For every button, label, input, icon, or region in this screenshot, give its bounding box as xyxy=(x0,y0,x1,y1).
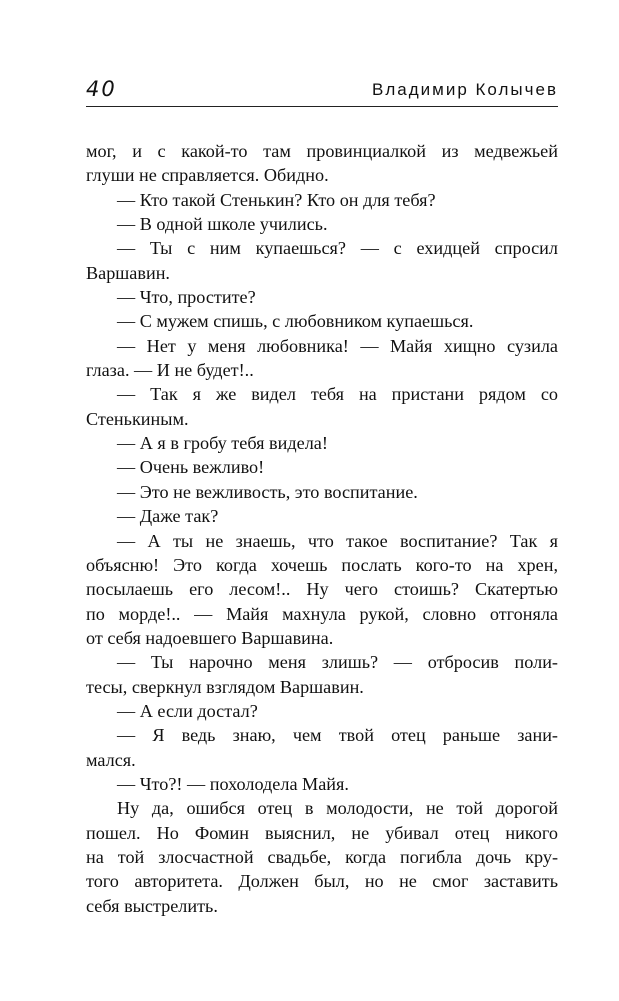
text-line: мог, и с какой-то там провинциалкой из медвежьей xyxy=(86,141,558,161)
page-number: 40 xyxy=(86,77,117,101)
author-name: Владимир Колычев xyxy=(372,80,558,99)
text-line: Варшавин. xyxy=(86,262,170,283)
text-line: пошел. Но Фомин выяснил, не убивал отец никого xyxy=(86,822,558,843)
text-line: — Что?! — похолодела Майя. xyxy=(117,773,349,794)
text-line: посылаешь его лесом!.. Ну чего стоишь? Скатертью xyxy=(86,579,558,600)
text-line: — А если достал? xyxy=(117,700,258,721)
text-line: объясню! Это когда хочешь послать кого-то на хрен, xyxy=(86,554,558,575)
text-line: — А я в гробу тебя видела! xyxy=(117,433,328,454)
text-line: глуши не справляется. Обидно. xyxy=(86,165,329,186)
text-line: — Ты нарочно меня злишь? — отбросив поли- xyxy=(117,652,558,673)
text-line: — Ты с ним купаешься? — с ехидцей спросил xyxy=(117,238,558,259)
text-line: тесы, сверкнул взглядом Варшавин. xyxy=(86,676,364,697)
text-line: того авторитета. Должен был, но не смог заставить xyxy=(86,871,558,892)
text-line: себя выстрелить. xyxy=(86,895,218,916)
text-line: — Кто такой Стенькин? Кто он для тебя? xyxy=(117,189,436,210)
text-line: — Я ведь знаю, чем твой отец раньше зани- xyxy=(117,725,558,746)
text-line: на той злосчастной свадьбе, когда погибла дочь кру- xyxy=(86,846,558,867)
text-line: — Что, простите? xyxy=(117,287,256,308)
running-header xyxy=(86,76,558,106)
text-line: — Это не вежливость, это воспитание. xyxy=(117,481,418,502)
text-line: — В одной школе учились. xyxy=(117,214,328,235)
body-text xyxy=(86,139,558,918)
text-line: — Нет у меня любовника! — Майя хищно сузила xyxy=(117,335,558,356)
text-line: глаза. — И не будет!.. xyxy=(86,360,254,381)
text-line: — Даже так? xyxy=(117,506,219,527)
text-line: мался. xyxy=(86,749,136,770)
text-line: — А ты не знаешь, что такое воспитание? Так я xyxy=(117,530,558,551)
text-line: Стенькиным. xyxy=(86,408,189,429)
text-line: по морде!.. — Майя махнула рукой, словно отгоняла xyxy=(86,603,558,624)
text-line: — Очень вежливо! xyxy=(117,457,265,478)
text-line: — С мужем спишь, с любовником купаешься. xyxy=(117,311,474,332)
header-rule xyxy=(86,106,558,107)
text-line: от себя надоевшего Варшавина. xyxy=(86,627,334,648)
text-line: Ну да, ошибся отец в молодости, не той дорогой xyxy=(117,798,558,819)
text-line: — Так я же видел тебя на пристани рядом со xyxy=(117,384,558,405)
